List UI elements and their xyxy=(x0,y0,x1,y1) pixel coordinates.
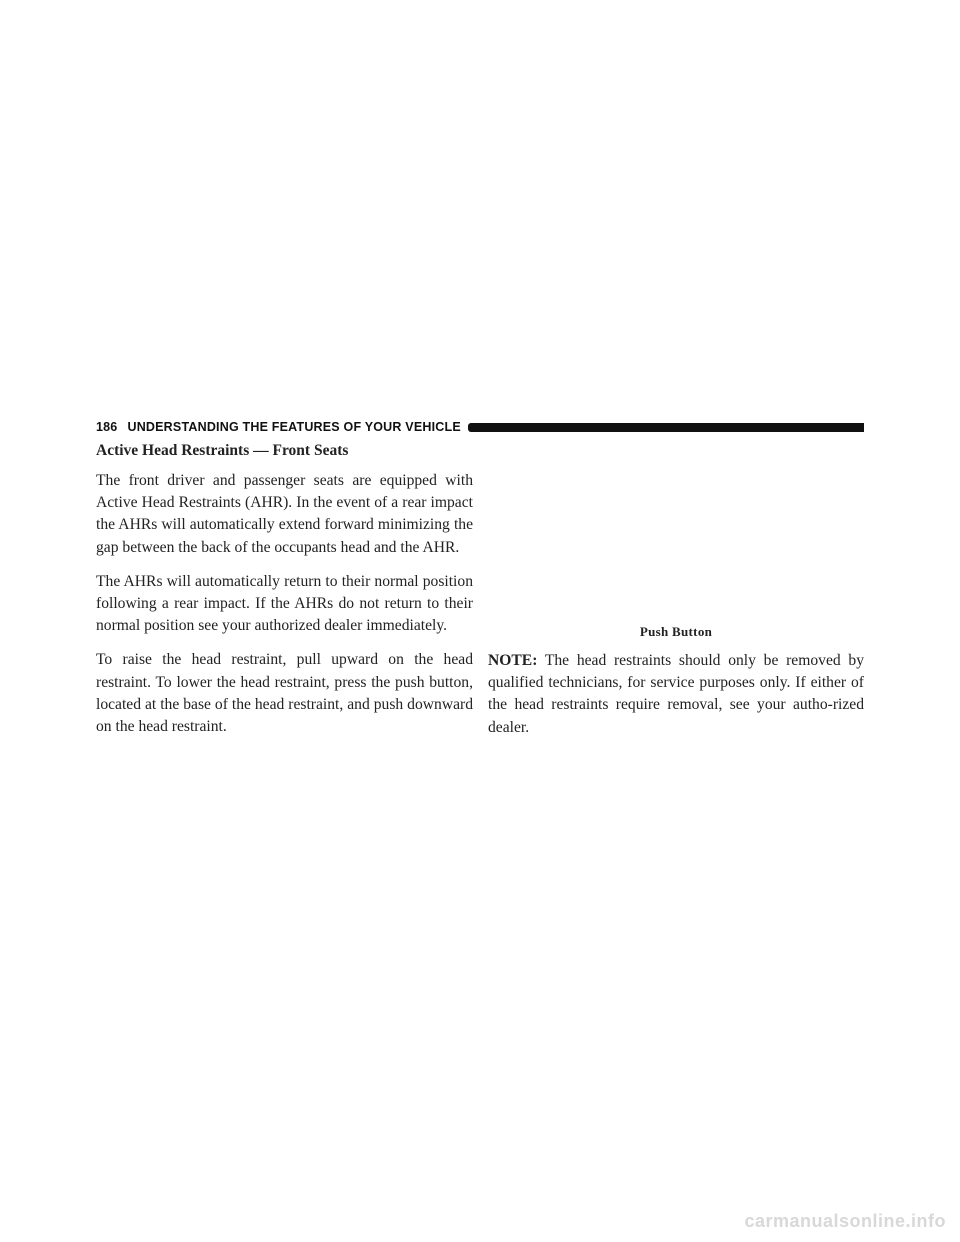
watermark-text: carmanualsonline.info xyxy=(744,1211,946,1231)
note-paragraph xyxy=(488,650,864,739)
section-title: UNDERSTANDING THE FEATURES OF YOUR VEHICLE xyxy=(127,420,461,434)
figure-caption: Push Button xyxy=(639,624,713,639)
page-header xyxy=(96,417,864,437)
header-rule xyxy=(468,423,864,432)
note-label: NOTE: xyxy=(488,652,538,669)
note-text: The head restraints should only be removed by qualified technicians, for service purposes only. If either of the head restraints require removal, see your autho-rized dealer. xyxy=(488,652,864,736)
figure-push-button xyxy=(488,440,864,640)
paragraph-3: To raise the head restraint, pull upward on the head restraint. To lower the head restraint, press the push button, located at the base of the head restraint, and push downward on the head restraint. xyxy=(96,651,473,736)
page-number: 186 xyxy=(96,420,118,434)
paragraph-2: The AHRs will automatically return to their normal position following a rear impact. If the AHRs do not return to their normal position see your authorized dealer immediately. xyxy=(96,572,473,635)
paragraph-1: The front driver and passenger seats are equipped with Active Head Restraints (AHR). In the event of a rear impact the AHRs will automatically extend forward minimizing the gap between the back of the occupants head and the AHR. xyxy=(96,472,473,556)
section-heading: Active Head Restraints — Front Seats xyxy=(96,442,349,459)
left-column xyxy=(96,440,473,750)
right-column xyxy=(488,440,864,751)
